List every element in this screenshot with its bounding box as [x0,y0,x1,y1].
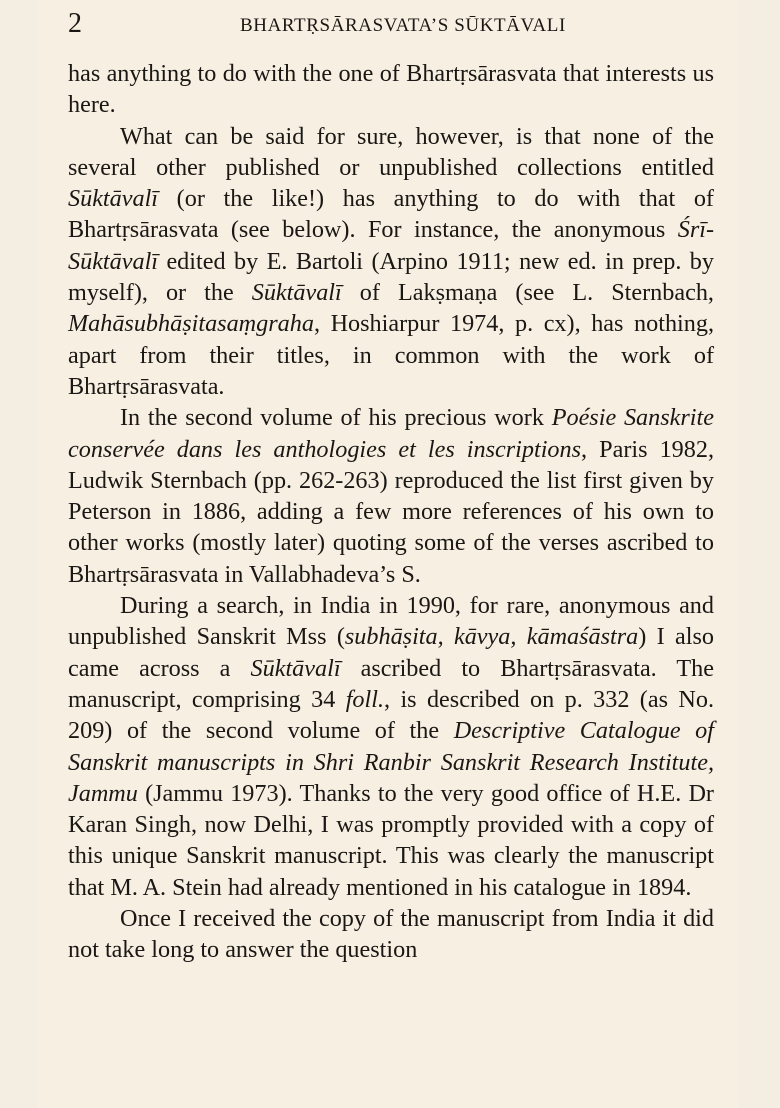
paragraph [68,58,714,121]
body-text [68,58,714,966]
text-run: ) I also came across a [68,623,714,682]
paragraph [68,402,714,590]
book-page [38,0,738,1108]
text-run: , is described on p. 332 (as No. 209) of the second volume of the [68,685,714,745]
text-run: During a search, in India in 1990, for rare, anonymous and unpublished Sanskrit Mss ( [68,592,714,651]
text-run: What can be said for sure, however, is that none of the several other published or unpublished collections entitled [68,122,714,181]
text-run: In the second volume of his precious work [120,404,552,432]
italic-title: Sūktāvalī [68,185,159,213]
text-run: ascribed to Bhartṛsārasvata. The manuscript, comprising 34 [68,654,715,713]
paragraph [68,121,714,403]
paragraph [68,903,714,966]
italic-title: Descriptive Catalogue of Sanskrit manuscripts in Shri Ranbir Sanskrit Research Institute, Jammu [68,717,714,807]
text-run: (or the like!) has anything to do with that of Bhartṛsārasvata (see below). For instance, the anonymous [68,185,714,244]
text-run: , Hoshiarpur 1974, p. cx), has nothing, apart from their titles, in common with the work of Bhartṛsārasvata. [68,310,714,400]
text-run: has anything to do with the one of Bhartṛsārasvata that interests us here. [68,60,714,119]
italic-title: Poésie Sanskrite conservée dans les anthologies et les inscriptions [68,404,714,463]
text-run: of Lakṣmaṇa (see L. Sternbach, [341,279,714,307]
italic-term: subhāṣita, kāvya, kāmaśāstra [344,623,639,651]
page-number: 2 [68,8,82,39]
text-run: (Jammu 1973). Thanks to the very good office of H.E. Dr Karan Singh, now Delhi, I was promptly provided with a copy of this unique Sanskrit manuscript. This was clearly the manuscript that M. A. Stein had already mentioned in his catalogue in 1894. [68,779,714,901]
page-header [68,8,738,40]
italic-title: Sūktāvalī [251,279,342,307]
italic-title: Mahāsubhāṣitasaṃgraha [68,310,314,338]
italic-title: Sūktāvalī [250,654,341,682]
running-title: BHARTṚSĀRASVATA’S SŪKTĀVALI [240,15,566,36]
text-run: edited by E. Bartoli (Arpino 1911; new ed. in prep. by myself), or the [68,247,714,307]
italic-title: Śrī-Sūktāvalī [68,216,714,275]
italic-abbrev: foll. [345,685,385,713]
text-run: Once I received the copy of the manuscript from India it did not take long to answer the question [68,905,714,964]
paragraph [68,590,714,903]
text-run: , Paris 1982, Ludwik Sternbach (pp. 262-263) reproduced the list first given by Peterson in 1886, adding a few more references of his own to other works (mostly later) quoting some of the verses ascribed to Bhartṛsārasvata in Vallabhadeva’s S. [68,435,714,588]
